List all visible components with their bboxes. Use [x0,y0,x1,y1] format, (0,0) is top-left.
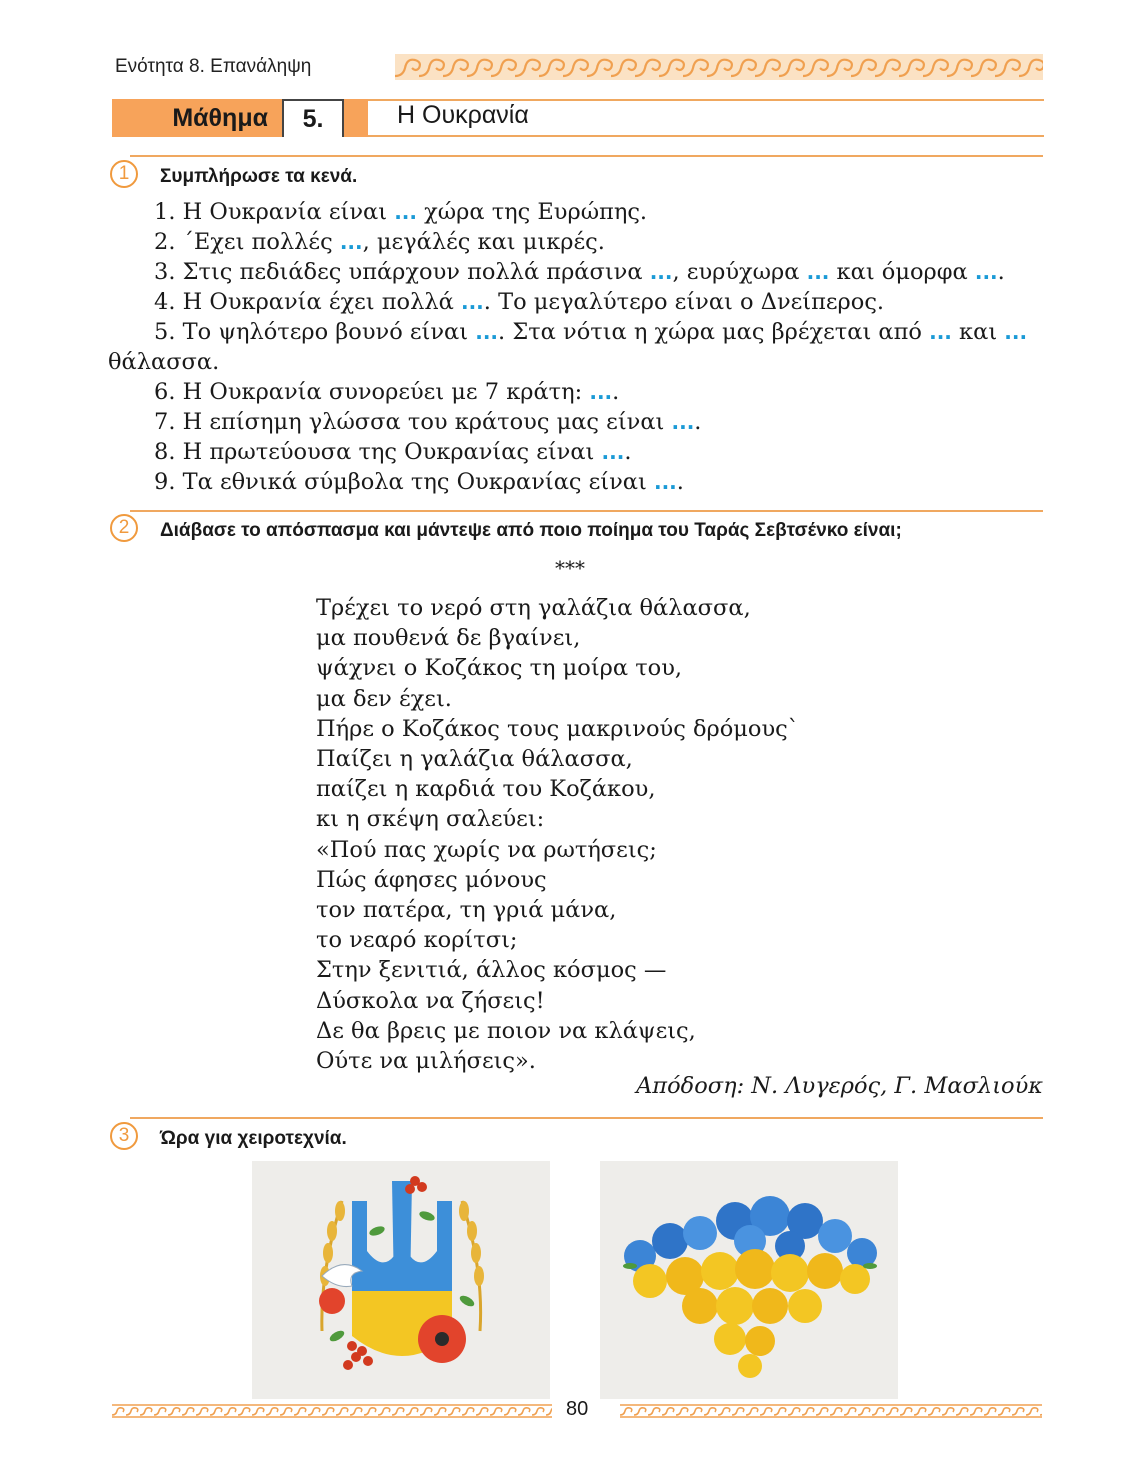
poem [316,593,799,1076]
poem-line: ψάχνει ο Κοζάκος τη μοίρα του, [316,655,683,682]
list-item: 5. Το ψηλότερο βουνό είναι .... Στα νότια η χώρα μας βρέχεται από ... και ... θάλασσα. [108,319,1028,375]
poem-credit: Απόδοση: Ν. Λυγερός, Γ. Μασλιούκ [636,1073,1043,1099]
task-title-3: Ώρα για χειροτεχνία. [160,1128,347,1149]
lesson-title: Η Ουκρανία [397,101,529,129]
poem-line: Δε θα βρεις με ποιον να κλάψεις, [316,1017,696,1044]
poem-line: Τρέχει το νερό στη γαλάζια θάλασσα, [316,595,751,621]
list-item: 6. Η Ουκρανία συνορεύει με 7 κράτη: .... [154,379,620,405]
lesson-bar-accent [344,99,368,137]
poem-line: Πήρε ο Κοζάκος τους μακρινούς δρόμους` [316,715,799,742]
divider [368,135,1044,137]
unit-title: Ενότητα 8. Επανάληψη [115,56,312,77]
task-title-2: Διάβασε το απόσπασμα και μάντεψε από ποιο ποίημα του Ταράς Σεβτσένκο είναι; [160,520,902,541]
poem-line: Στην ξενιτιά, άλλος κόσμος — [316,957,667,984]
poem-line: κι η σκέψη σαλεύει: [316,806,545,833]
poem-line: Παίζει η γαλάζια θάλασσα, [316,746,633,773]
exercise-list [108,197,1048,497]
poem-line: Δύσκολα να ζήσεις! [316,987,545,1014]
footer-ornament-icon [112,1403,552,1419]
trident-flowers-icon [252,1161,550,1399]
list-item: 2. ΄Εχει πολλές ..., μεγάλές και μικρές. [154,229,605,255]
footer-ornament-icon [620,1403,1042,1419]
list-item: 1. Η Ουκρανία είναι ... χώρα της Ευρώπης. [154,199,648,225]
poem-line: Ούτε να μιλήσεις». [316,1048,536,1075]
lesson-number: 5. [282,99,344,137]
task-number-2: 2 [110,514,138,542]
divider [130,510,1043,512]
lesson-label: Μάθημα [112,99,282,137]
list-item: 8. Η πρωτεύουσα της Ουκρανίας είναι .... [154,439,632,465]
list-item: 7. Η επίσημη γλώσσα του κράτους μας είναι .... [154,409,702,435]
greek-wave-ornament-icon [395,54,1043,80]
ukraine-map-flowers-icon [600,1161,898,1399]
task-number-1: 1 [110,160,138,188]
poem-marker: *** [555,556,585,580]
divider [130,155,1043,157]
divider [130,1117,1043,1119]
list-item: 9. Τα εθνικά σύμβολα της Ουκρανίας είναι .... [154,469,684,495]
poem-line: τον πατέρα, τη γριά μάνα, [316,897,617,924]
poem-line: μα δεν έχει. [316,685,452,712]
poem-line: μα πουθενά δε βγαίνει, [316,625,581,652]
list-item: 3. Στις πεδιάδες υπάρχουν πολλά πράσινα ..., ευρύχωρα ... και όμορφα .... [154,259,1005,285]
poem-line: παίζει η καρδιά του Κοζάκου, [316,776,656,803]
page-number: 80 [566,1398,589,1420]
task-title-1: Συμπλήρωσε τα κενά. [160,166,358,187]
poem-line: «Πού πας χωρίς να ρωτήσεις; [316,836,657,863]
poem-line: το νεαρό κορίτσι; [316,927,518,954]
task-number-3: 3 [110,1122,138,1150]
list-item: 4. Η Ουκρανία έχει πολλά .... Το μεγαλύτερο είναι ο Δνείπερος. [154,289,885,315]
lesson-bar [112,99,1044,137]
poem-line: Πώς άφησες μόνους [316,866,547,893]
